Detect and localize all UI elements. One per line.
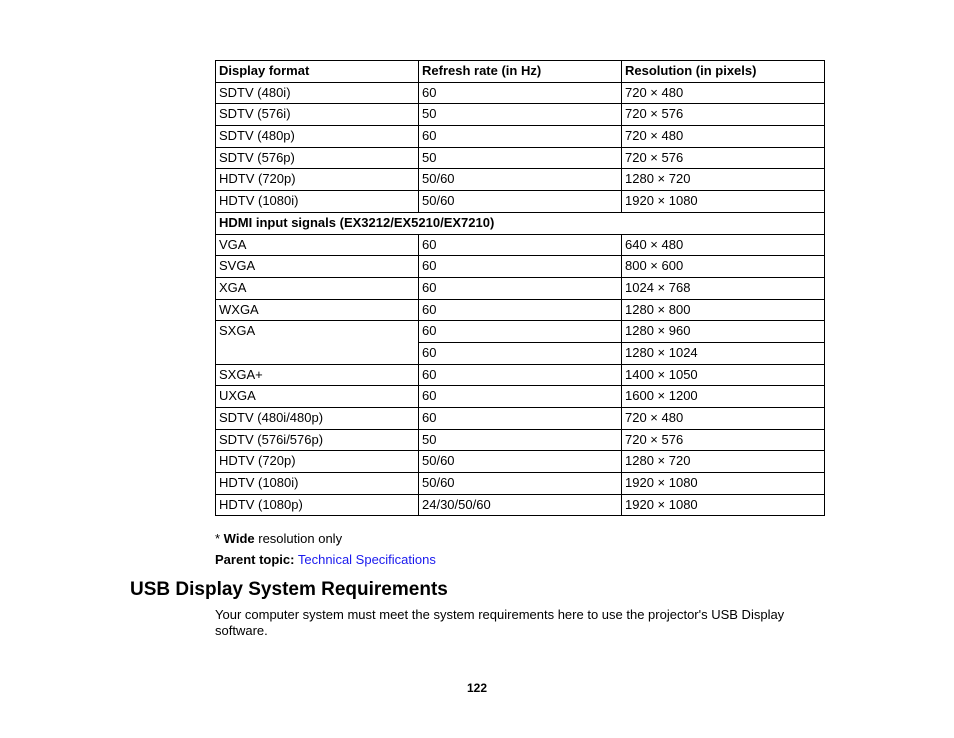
parent-topic-label: Parent topic: [215, 552, 295, 567]
cell-resolution: 720 × 576 [622, 147, 825, 169]
cell-refresh-rate: 50/60 [419, 169, 622, 191]
section-body: Your computer system must meet the system requirements here to use the projector's USB Display software. [215, 607, 785, 638]
cell-refresh-rate: 60 [419, 234, 622, 256]
cell-resolution: 1024 × 768 [622, 277, 825, 299]
cell-refresh-rate: 50/60 [419, 451, 622, 473]
header-refresh-rate: Refresh rate (in Hz) [419, 61, 622, 83]
table-row [216, 104, 825, 126]
table-row [216, 473, 825, 495]
cell-resolution: 1600 × 1200 [622, 386, 825, 408]
cell-refresh-rate: 50/60 [419, 191, 622, 213]
cell-display-format: SXGA+ [216, 364, 419, 386]
table-header-row [216, 61, 825, 83]
cell-resolution: 720 × 576 [622, 429, 825, 451]
table-row [216, 386, 825, 408]
header-display-format: Display format [216, 61, 419, 83]
cell-refresh-rate: 60 [419, 364, 622, 386]
cell-refresh-rate: 60 [419, 321, 622, 343]
cell-refresh-rate: 50 [419, 147, 622, 169]
table-row [216, 321, 825, 343]
cell-refresh-rate: 60 [419, 342, 622, 364]
header-resolution: Resolution (in pixels) [622, 61, 825, 83]
cell-resolution: 1400 × 1050 [622, 364, 825, 386]
cell-display-format: SDTV (480i) [216, 82, 419, 104]
table-section-row [216, 212, 825, 234]
table-row [216, 126, 825, 148]
cell-refresh-rate: 60 [419, 299, 622, 321]
cell-resolution: 720 × 480 [622, 408, 825, 430]
cell-display-format: XGA [216, 277, 419, 299]
cell-display-format: VGA [216, 234, 419, 256]
cell-display-format: SDTV (576p) [216, 147, 419, 169]
table-row [216, 147, 825, 169]
table-row [216, 494, 825, 516]
table-row [216, 256, 825, 278]
table-row [216, 451, 825, 473]
cell-resolution: 1920 × 1080 [622, 191, 825, 213]
table-row [216, 299, 825, 321]
cell-display-format: HDTV (1080i) [216, 191, 419, 213]
section-label: HDMI input signals (EX3212/EX5210/EX7210) [216, 212, 825, 234]
cell-resolution: 720 × 576 [622, 104, 825, 126]
cell-resolution: 1280 × 720 [622, 451, 825, 473]
cell-refresh-rate: 60 [419, 408, 622, 430]
table-row [216, 277, 825, 299]
footnote-prefix: * [215, 531, 224, 546]
cell-display-format: HDTV (1080p) [216, 494, 419, 516]
cell-resolution: 1920 × 1080 [622, 494, 825, 516]
cell-display-format: HDTV (1080i) [216, 473, 419, 495]
cell-display-format: SVGA [216, 256, 419, 278]
cell-display-format: UXGA [216, 386, 419, 408]
footnote-text: resolution only [254, 531, 343, 546]
cell-refresh-rate: 60 [419, 126, 622, 148]
cell-refresh-rate: 60 [419, 277, 622, 299]
cell-refresh-rate: 50/60 [419, 473, 622, 495]
section-title: USB Display System Requirements [130, 579, 448, 600]
parent-topic-link[interactable]: Technical Specifications [297, 552, 436, 567]
cell-resolution: 640 × 480 [622, 234, 825, 256]
cell-resolution: 720 × 480 [622, 126, 825, 148]
cell-display-format: HDTV (720p) [216, 451, 419, 473]
table-row [216, 234, 825, 256]
footnote [215, 531, 342, 546]
cell-refresh-rate: 50 [419, 429, 622, 451]
cell-resolution: 1280 × 720 [622, 169, 825, 191]
cell-resolution: 1280 × 1024 [622, 342, 825, 364]
cell-display-format: SDTV (576i) [216, 104, 419, 126]
footnote-bold: Wide [223, 531, 255, 546]
cell-resolution: 1280 × 960 [622, 321, 825, 343]
cell-refresh-rate: 60 [419, 386, 622, 408]
table-row [216, 408, 825, 430]
cell-resolution: 1280 × 800 [622, 299, 825, 321]
cell-resolution: 800 × 600 [622, 256, 825, 278]
cell-refresh-rate: 24/30/50/60 [419, 494, 622, 516]
cell-refresh-rate: 60 [419, 82, 622, 104]
table-row [216, 82, 825, 104]
cell-resolution: 720 × 480 [622, 82, 825, 104]
page-number: 122 [466, 681, 488, 695]
cell-refresh-rate: 60 [419, 256, 622, 278]
cell-display-format: SDTV (480i/480p) [216, 408, 419, 430]
cell-display-format: SDTV (480p) [216, 126, 419, 148]
cell-resolution: 1920 × 1080 [622, 473, 825, 495]
table-row [216, 364, 825, 386]
cell-refresh-rate: 50 [419, 104, 622, 126]
parent-topic [215, 552, 436, 567]
table-row [216, 169, 825, 191]
cell-display-format: SDTV (576i/576p) [216, 429, 419, 451]
table-row [216, 191, 825, 213]
cell-display-format: HDTV (720p) [216, 169, 419, 191]
cell-display-format: SXGA [216, 321, 419, 364]
table-row [216, 429, 825, 451]
cell-display-format: WXGA [216, 299, 419, 321]
display-formats-table [215, 60, 825, 516]
